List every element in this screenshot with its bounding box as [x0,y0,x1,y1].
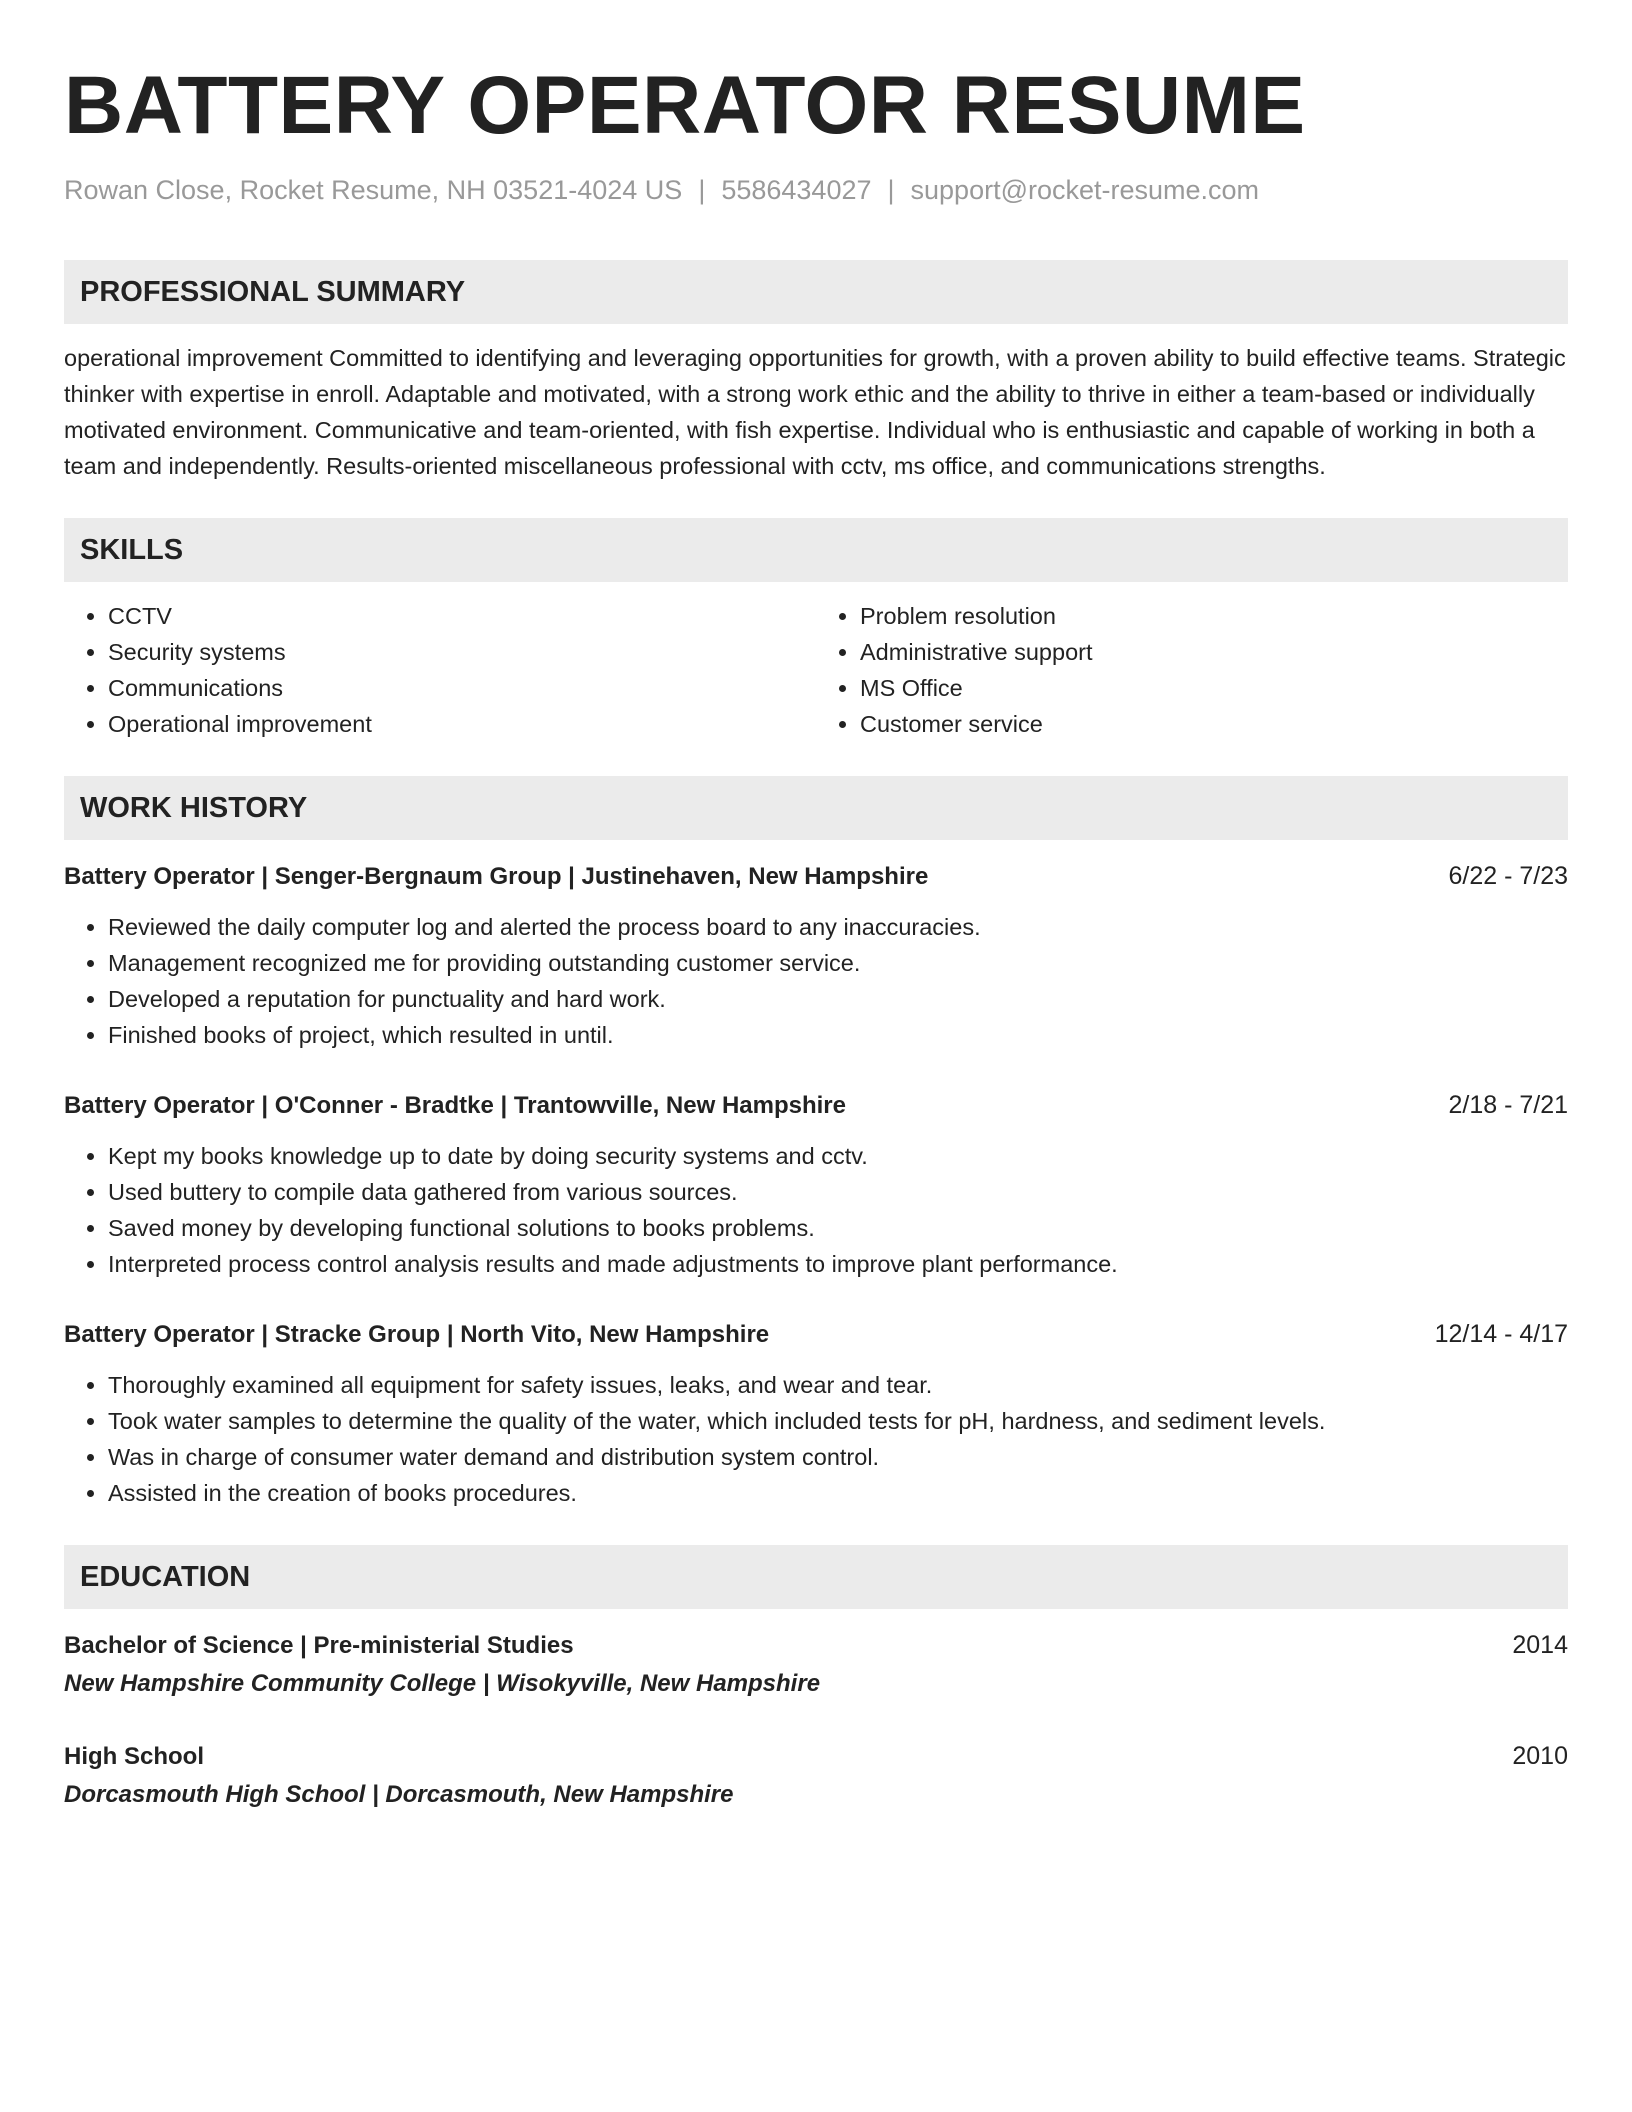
education-header [64,1627,1568,1664]
job-bullet: • Developed a reputation for punctuality and hard work. [108,981,1568,1017]
job-bullet: • Kept my books knowledge up to date by doing security systems and cctv. [108,1138,1568,1174]
job-dates: 6/22 - 7/23 [1448,862,1568,890]
job-dates: 2/18 - 7/21 [1448,1091,1568,1119]
job-header [64,858,1568,895]
summary-section [64,260,1568,484]
skills-list-right [816,598,1568,742]
resume-title: BATTERY OPERATOR RESUME [64,60,1306,151]
job-entry [64,1316,1568,1511]
education-degree: High School [64,1743,204,1770]
education-entry [64,1627,1568,1704]
contact-line [64,172,1568,208]
job-bullet: • Interpreted process control analysis results and made adjustments to improve plant performance. [108,1246,1568,1282]
job-bullet: • Used buttery to compile data gathered from various sources. [108,1174,1568,1210]
job-bullet: • Saved money by developing functional solutions to books problems. [108,1210,1568,1246]
skills-list-left [64,598,816,742]
skill-item: • Problem resolution [860,598,1568,634]
contact-email: support@rocket-resume.com [910,175,1260,205]
job-title: Battery Operator | O'Conner - Bradtke | Trantowville, New Hampshire [64,1092,846,1119]
job-bullet: • Assisted in the creation of books procedures. [108,1475,1568,1511]
skill-item: • MS Office [860,670,1568,706]
education-school: New Hampshire Community College | Wisokyville, New Hampshire [64,1670,821,1697]
work-history-heading: WORK HISTORY [64,776,1568,840]
skills-heading: SKILLS [64,518,1568,582]
skill-item: • Administrative support [860,634,1568,670]
skill-item: • Security systems [108,634,816,670]
job-dates: 12/14 - 4/17 [1434,1320,1568,1348]
skill-item: • Customer service [860,706,1568,742]
education-school: Dorcasmouth High School | Dorcasmouth, New Hampshire [64,1781,734,1808]
job-entry [64,858,1568,1053]
education-header [64,1738,1568,1775]
job-bullet: • Was in charge of consumer water demand and distribution system control. [108,1439,1568,1475]
education-year: 2014 [1512,1631,1568,1659]
job-bullet: • Thoroughly examined all equipment for safety issues, leaks, and wear and tear. [108,1367,1568,1403]
job-bullets [64,1367,1568,1511]
education-year: 2010 [1512,1742,1568,1770]
job-entry [64,1087,1568,1282]
job-bullet: • Management recognized me for providing outstanding customer service. [108,945,1568,981]
job-bullet: • Finished books of project, which resulted in until. [108,1017,1568,1053]
education-entry [64,1738,1568,1815]
summary-heading: PROFESSIONAL SUMMARY [64,260,1568,324]
job-bullet: • Reviewed the daily computer log and alerted the process board to any inaccuracies. [108,909,1568,945]
contact-separator: | [698,175,706,205]
education-degree: Bachelor of Science | Pre-ministerial Studies [64,1632,574,1659]
skill-item: • CCTV [108,598,816,634]
job-bullets [64,909,1568,1053]
contact-address: Rowan Close, Rocket Resume, NH 03521-4024 US [64,175,683,205]
education-heading: EDUCATION [64,1545,1568,1609]
skills-section [64,518,1568,742]
contact-separator: | [887,175,895,205]
summary-text: operational improvement Committed to identifying and leveraging opportunities for growth, with a proven ability to build effective teams. Strategic thinker with expertise in enroll. Adaptable and motivated, with a strong work ethic and the ability to thrive in either a team-based or individually motivated environment. Communicative and team-oriented, with fish expertise. Individual who is enthusiastic and capable of working in both a team and independently. Results-oriented miscellaneous professional with cctv, ms office, and communications strengths. [64,345,1566,479]
skill-item: • Communications [108,670,816,706]
work-history-section [64,776,1568,1511]
job-bullet: • Took water samples to determine the quality of the water, which included tests for pH, hardness, and sediment levels. [108,1403,1568,1439]
skills-grid [64,598,1568,742]
job-title: Battery Operator | Senger-Bergnaum Group | Justinehaven, New Hampshire [64,863,929,890]
skill-item: • Operational improvement [108,706,816,742]
contact-phone: 5586434027 [721,175,872,205]
job-header [64,1316,1568,1353]
education-section [64,1545,1568,1815]
job-header [64,1087,1568,1124]
job-bullets [64,1138,1568,1282]
job-title: Battery Operator | Stracke Group | North Vito, New Hampshire [64,1321,770,1348]
